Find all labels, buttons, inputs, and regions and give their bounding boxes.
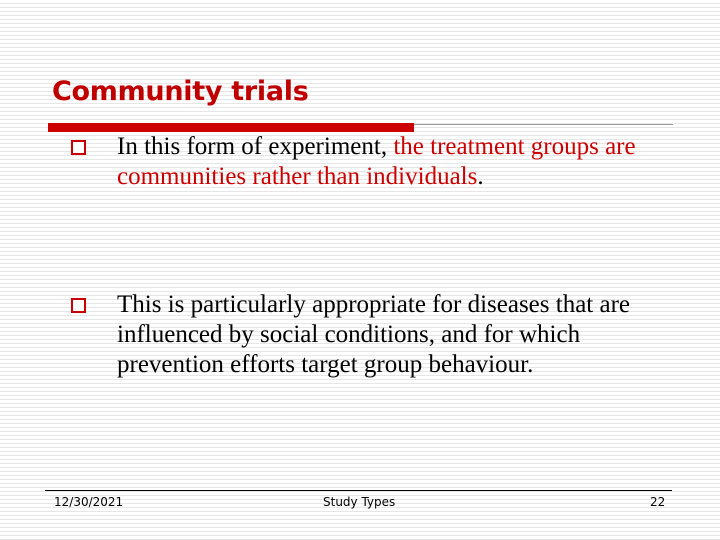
page-number: 22 (650, 495, 666, 509)
footer-date: 12/30/2021 (54, 495, 124, 509)
title-underline-red (48, 123, 414, 132)
bullet-1-text: In this form of experiment, (117, 133, 394, 160)
square-bullet-icon (71, 140, 86, 155)
bullet-text-1 (117, 132, 677, 192)
square-bullet-icon (71, 298, 86, 313)
footer-title: Study Types (323, 495, 396, 509)
title-underline-gray (414, 124, 673, 125)
bullet-text-2: This is particularly appropriate for diseases that are influenced by social conditions, and for which prevention efforts target group behaviour. (117, 291, 631, 378)
footer-divider (45, 490, 672, 491)
bullet-1-highlight: the treatment groups are communities rather than individuals (117, 133, 636, 190)
slide-title: Community trials (52, 76, 309, 107)
bullet-1-period: . (477, 163, 484, 190)
